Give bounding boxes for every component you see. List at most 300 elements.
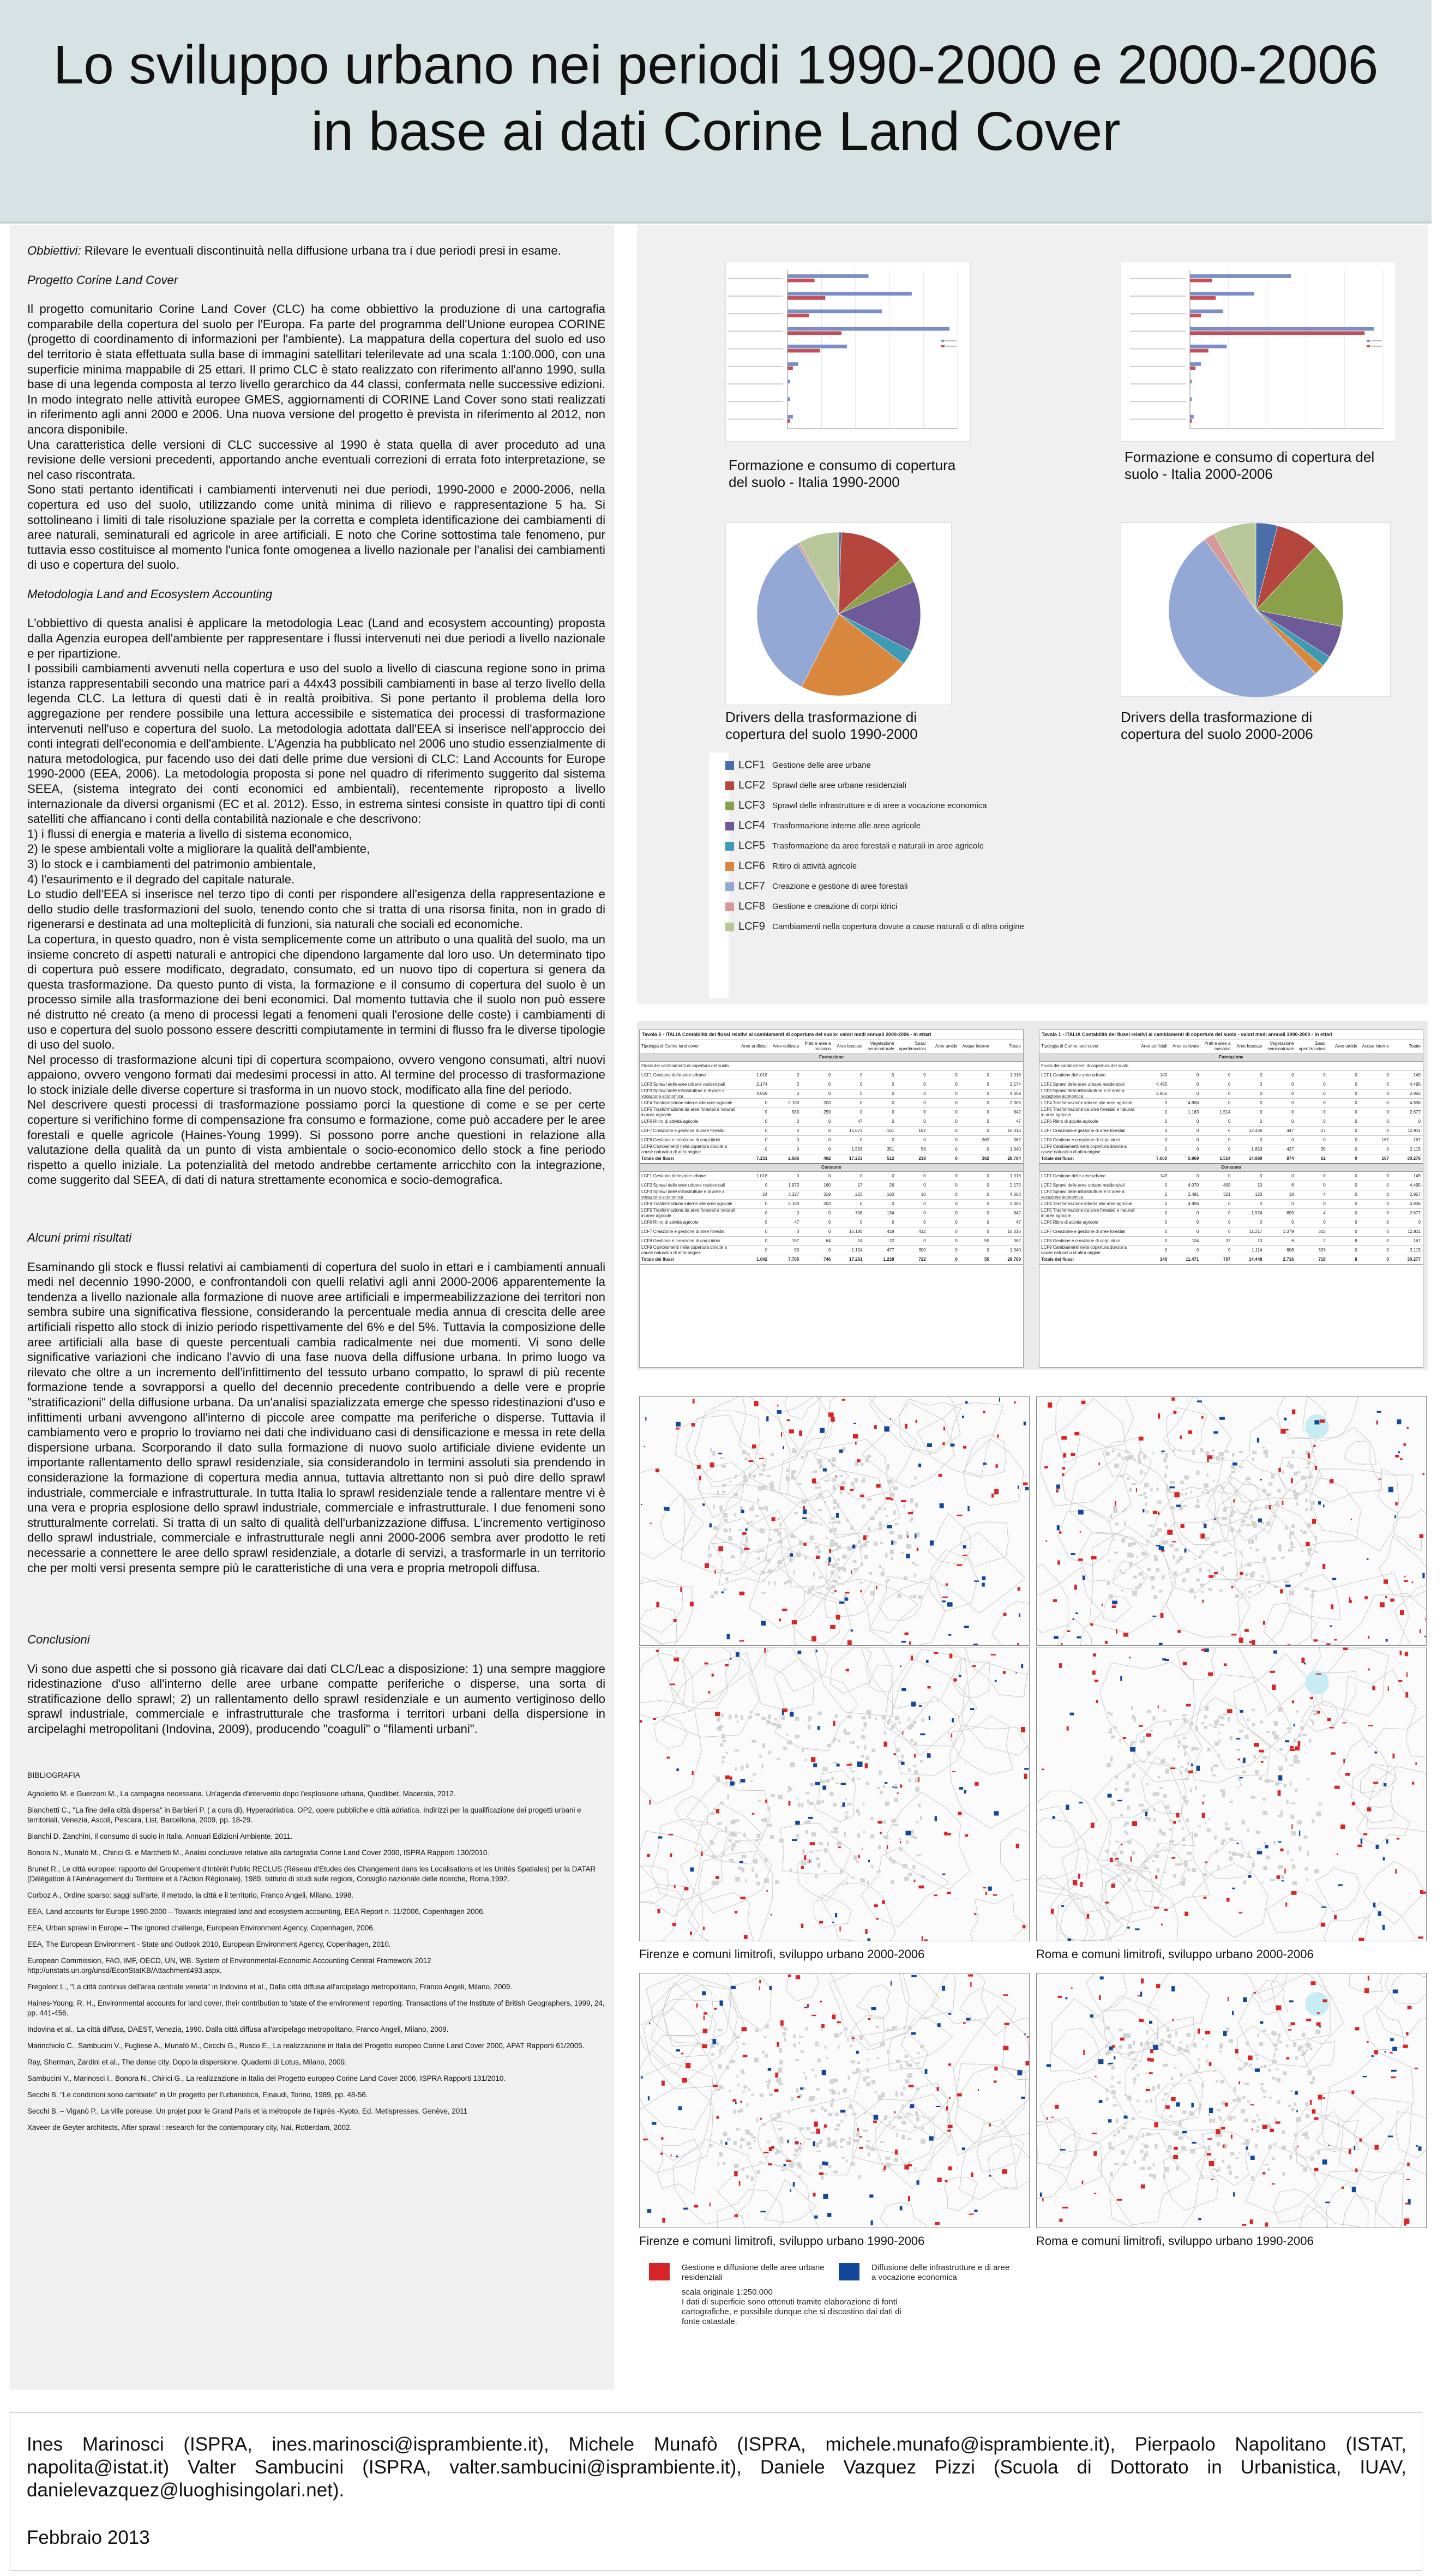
economic-patch <box>1294 1724 1295 1726</box>
urban-patch <box>1186 1568 1189 1573</box>
urban-patch <box>1199 1568 1201 1573</box>
residential-patch <box>1183 1662 1187 1665</box>
residential-patch <box>947 2130 951 2132</box>
economic-patch <box>741 1510 744 1513</box>
residential-patch <box>1059 1531 1062 1533</box>
urban-patch <box>1122 1458 1125 1460</box>
urban-patch <box>756 1882 760 1886</box>
residential-patch <box>1422 1473 1424 1475</box>
economic-patch <box>730 1781 735 1786</box>
urban-patch <box>759 1507 763 1510</box>
economic-patch <box>649 2023 650 2024</box>
urban-patch <box>915 1503 918 1508</box>
urban-patch <box>922 1718 924 1722</box>
urban-patch <box>892 2026 897 2029</box>
urban-patch <box>1278 1709 1282 1712</box>
residential-patch <box>1250 2219 1253 2224</box>
urban-patch <box>1217 1719 1219 1723</box>
residential-patch <box>1105 1901 1109 1903</box>
economic-patch <box>1240 1777 1243 1778</box>
urban-patch <box>738 2110 742 2112</box>
residential-patch <box>991 1494 994 1497</box>
map-svg <box>640 1973 1029 2228</box>
economic-patch <box>929 1716 930 1720</box>
urban-patch <box>1263 1557 1266 1561</box>
urban-patch <box>801 1803 803 1807</box>
bar <box>787 345 847 348</box>
urban-patch <box>882 1715 885 1719</box>
urban-patch <box>1220 2080 1224 2084</box>
economic-patch <box>835 1913 837 1917</box>
urban-patch <box>736 2075 738 2077</box>
economic-patch <box>852 1545 855 1549</box>
urban-patch <box>722 1756 725 1759</box>
urban-patch <box>1262 1447 1265 1449</box>
economic-patch <box>1257 1851 1262 1854</box>
urban-patch <box>784 2027 787 2031</box>
residential-patch <box>1129 1657 1131 1658</box>
bar <box>1190 366 1195 370</box>
urban-patch <box>1113 1539 1115 1540</box>
residential-patch <box>690 1931 692 1935</box>
urban-patch <box>1148 2047 1150 2049</box>
urban-patch <box>720 1802 723 1804</box>
urban-patch <box>907 2026 911 2030</box>
residential-patch <box>1385 1596 1387 1598</box>
economic-patch <box>1243 1758 1246 1762</box>
residential-patch <box>656 1602 659 1608</box>
residential-patch <box>1288 2029 1291 2030</box>
residential-patch <box>801 1924 803 1928</box>
urban-patch <box>758 1486 763 1491</box>
residential-patch <box>712 1674 714 1676</box>
residential-patch <box>1105 1641 1108 1644</box>
economic-patch <box>721 1591 723 1593</box>
economic-patch <box>1318 1501 1321 1504</box>
residential-patch <box>1057 1996 1062 1998</box>
urban-patch <box>1312 1720 1314 1725</box>
urban-patch <box>1265 1505 1268 1509</box>
residential-patch <box>1203 1600 1204 1603</box>
urban-patch <box>1310 1719 1312 1722</box>
economic-patch <box>967 1506 969 1511</box>
urban-patch <box>1274 2142 1277 2145</box>
urban-patch <box>1252 1458 1254 1461</box>
urban-patch <box>1197 1499 1199 1503</box>
urban-patch <box>1151 1586 1154 1590</box>
urban-patch <box>1267 2168 1270 2170</box>
residential-patch <box>732 2099 736 2102</box>
urban-patch <box>1146 2072 1147 2074</box>
residential-patch <box>704 2015 705 2020</box>
residential-patch <box>857 2128 859 2132</box>
urban-patch <box>1305 2102 1309 2106</box>
bar <box>787 401 788 405</box>
urban-patch <box>1241 1550 1242 1555</box>
urban-patch <box>1128 1543 1133 1547</box>
economic-patch <box>676 1422 681 1427</box>
urban-patch <box>1231 1465 1235 1469</box>
residential-patch <box>1062 1473 1064 1476</box>
economic-patch <box>1196 1766 1200 1771</box>
economic-patch <box>963 1545 966 1548</box>
urban-patch <box>1286 1799 1289 1804</box>
urban-patch <box>1163 1794 1167 1798</box>
economic-patch <box>782 1711 784 1716</box>
urban-patch <box>765 2024 768 2028</box>
economic-patch <box>1099 2100 1103 2103</box>
urban-patch <box>1126 1781 1129 1785</box>
table-row: LCF3 Sprawl delle infrastrutture e di aree a vocazione economica 2.956 0 0 0 0 0 0 0 2.956 <box>1039 1090 1423 1099</box>
urban-patch <box>751 1867 754 1871</box>
residential-patch <box>1171 1397 1175 1400</box>
urban-patch <box>723 1513 727 1518</box>
urban-patch <box>911 1835 916 1838</box>
map-svg <box>1037 1647 1426 1941</box>
legend-desc: Cambiamenti nella copertura dovute a cause naturali o di altra origine <box>772 922 1024 931</box>
economic-patch <box>1075 1612 1078 1614</box>
heading-metodologia: Metodologia Land and Ecosystem Accounting <box>27 587 273 601</box>
boundary <box>1147 1973 1210 2031</box>
residential-patch <box>661 2137 663 2140</box>
urban-patch <box>908 1717 910 1721</box>
bibliography-entry: Fregolent L., "La città continua dell'area centrale veneta" in Indovina et al., Dalla città diffusa all'arcipelago metropolitano, Franco Angeli, Milano, 2009. <box>27 1982 513 1991</box>
urban-patch <box>719 1725 723 1728</box>
urban-patch <box>1261 1575 1264 1578</box>
urban-patch <box>1262 1489 1266 1492</box>
urban-patch <box>735 1877 740 1881</box>
urban-patch <box>914 1573 916 1577</box>
economic-patch <box>783 1446 784 1449</box>
urban-patch <box>1278 1865 1283 1869</box>
residential-patch <box>968 1975 973 1977</box>
urban-patch <box>1107 1581 1110 1585</box>
economic-patch <box>948 1634 952 1636</box>
residential-patch <box>1223 2145 1225 2148</box>
urban-core <box>710 1710 925 1886</box>
urban-patch <box>1253 1755 1256 1758</box>
legend-swatch <box>941 340 945 342</box>
urban-patch <box>763 1819 767 1822</box>
residential-patch <box>1111 1884 1115 1888</box>
boundary <box>824 1579 875 1617</box>
legend-swatch <box>725 761 734 770</box>
urban-patch <box>759 1473 763 1476</box>
urban-patch <box>716 1777 720 1781</box>
residential-patch <box>1090 1623 1093 1626</box>
residential-patch <box>838 1846 840 1848</box>
residential-patch <box>1173 1821 1176 1823</box>
residential-patch <box>821 2024 825 2028</box>
residential-patch <box>1216 2129 1220 2134</box>
urban-patch <box>1219 2167 1220 2172</box>
urban-patch <box>829 1521 831 1524</box>
residential-patch <box>814 2122 818 2126</box>
boundary <box>1342 1670 1416 1748</box>
residential-patch <box>816 2129 820 2134</box>
residential-patch <box>1091 1556 1097 1560</box>
urban-patch <box>1248 1591 1252 1592</box>
residential-patch <box>1291 1478 1293 1483</box>
urban-patch <box>802 1748 804 1753</box>
bar-chart-2-caption: Formazione e consumo di copertura del suolo - Italia 2000-2006 <box>1125 449 1375 482</box>
economic-patch <box>989 2175 991 2177</box>
economic-patch <box>641 2076 643 2079</box>
urban-patch <box>833 1762 838 1764</box>
economic-patch <box>1378 1911 1381 1916</box>
urban-patch <box>816 2151 821 2152</box>
urban-patch <box>1214 1742 1219 1746</box>
residential-patch <box>1265 2223 1268 2227</box>
residential-patch <box>1420 1629 1421 1633</box>
urban-patch <box>1305 1562 1310 1566</box>
urban-patch <box>1291 2108 1294 2111</box>
economic-patch <box>962 2147 965 2150</box>
urban-patch <box>877 1787 880 1789</box>
urban-patch <box>1127 1805 1130 1810</box>
urban-patch <box>838 1576 840 1579</box>
residential-patch <box>1242 2224 1246 2226</box>
residential-patch <box>994 2080 996 2083</box>
residential-patch <box>1207 2138 1212 2139</box>
economic-patch <box>918 1464 921 1467</box>
economic-patch <box>1352 2187 1356 2192</box>
urban-patch <box>879 1771 882 1775</box>
bibliography-entry: Bianchi D. Zanchini, Il consumo di suolo in Italia, Annuari Edizioni Ambiente, 2011. <box>27 1832 293 1840</box>
urban-patch <box>915 2167 916 2170</box>
urban-patch <box>1182 1838 1185 1841</box>
urban-patch <box>847 1492 849 1495</box>
residential-patch <box>1233 1499 1234 1502</box>
residential-patch <box>1063 1453 1066 1458</box>
urban-patch <box>1132 2067 1135 2070</box>
urban-patch <box>1174 1572 1177 1576</box>
residential-patch <box>1323 2097 1325 2099</box>
urban-patch <box>821 2106 823 2110</box>
economic-patch <box>683 2208 688 2210</box>
urban-patch <box>795 2059 799 2061</box>
economic-patch <box>999 1398 1000 1402</box>
residential-patch <box>1141 2184 1145 2189</box>
residential-patch <box>1403 2045 1408 2048</box>
urban-patch <box>1311 1590 1315 1592</box>
urban-patch <box>915 1564 918 1566</box>
urban-patch <box>838 2045 839 2049</box>
residential-patch <box>1173 2155 1178 2159</box>
boundary <box>964 1435 1006 1476</box>
economic-patch <box>808 1817 813 1819</box>
economic-patch <box>952 1718 954 1722</box>
economic-patch <box>935 1816 937 1821</box>
pie-chart-1990-2000 <box>725 522 952 705</box>
urban-patch <box>817 1460 821 1464</box>
residential-patch <box>1067 1726 1069 1731</box>
urban-patch <box>1290 1815 1294 1819</box>
economic-patch <box>736 1652 739 1657</box>
authors-text: Ines Marinosci (ISPRA, ines.marinosci@isprambiente.it), Michele Munafò (ISPRA, michele.munafo@isprambiente.it), Pierpaolo Napolitano (ISTAT, napolita@istat.it) Valter Sambucini (ISPRA, valter.sambucini@isprambiente.it), Daniele Vazquez Pizzi (Scuola di Dottorato in Urbanistica, IUAV, danielevazquez@luoghisingolari.net). <box>27 2434 1406 2501</box>
urban-patch <box>767 1559 770 1563</box>
urban-patch <box>819 2165 822 2169</box>
table-row: LCF2 Sprawl delle aree urbane residenziali 2.174 0 0 0 0 0 0 0 2.174 <box>640 1080 1023 1090</box>
urban-patch <box>863 1722 867 1727</box>
urban-patch <box>901 2092 904 2096</box>
urban-patch <box>1213 2118 1215 2123</box>
bar <box>787 327 949 331</box>
urban-patch <box>817 2059 821 2062</box>
urban-patch <box>901 2104 904 2106</box>
residential-patch <box>948 2166 952 2170</box>
urban-patch <box>1252 1863 1254 1867</box>
residential-patch <box>833 1721 835 1726</box>
residential-patch <box>1278 1468 1280 1472</box>
residential-patch <box>708 1691 711 1693</box>
urban-patch <box>870 1834 874 1838</box>
urban-patch <box>906 2113 911 2115</box>
urban-patch <box>750 1711 753 1713</box>
urban-patch <box>1169 1810 1171 1813</box>
urban-patch <box>1114 1552 1118 1554</box>
urban-patch <box>828 2165 831 2168</box>
urban-patch <box>849 1762 852 1765</box>
residential-patch <box>1392 1754 1394 1759</box>
urban-patch <box>1199 2064 1200 2068</box>
urban-patch <box>796 2088 799 2093</box>
urban-patch <box>1291 1449 1295 1454</box>
urban-patch <box>862 1504 865 1508</box>
table-row: LCF7 Creazione e gestione di aree forestali 0 0 0 12.436 447 27 0 0 12.911 <box>1039 1127 1423 1136</box>
residential-patch <box>1155 1875 1157 1879</box>
map-roma-2000-2006 <box>1036 1647 1427 1941</box>
urban-patch <box>776 2079 780 2083</box>
urban-patch <box>720 1509 723 1512</box>
economic-patch <box>1232 2011 1234 2015</box>
boundary <box>1126 2041 1204 2123</box>
urban-patch <box>768 1721 772 1724</box>
legend-code: LCF1 <box>738 759 765 771</box>
urban-patch <box>907 2138 911 2139</box>
economic-patch <box>1273 1651 1277 1654</box>
economic-patch <box>936 2106 941 2107</box>
urban-patch <box>833 1827 838 1831</box>
urban-patch <box>1310 2157 1314 2160</box>
boundary <box>960 1522 1008 1567</box>
economic-patch <box>1296 2110 1298 2112</box>
table-row: LCF2 Sprawl delle aree urbane residenziali 4.495 0 0 0 0 0 0 0 4.495 <box>1039 1080 1423 1090</box>
economic-patch <box>1182 2131 1187 2133</box>
residential-patch <box>922 1936 923 1941</box>
urban-patch <box>912 1562 915 1564</box>
economic-patch <box>1112 1600 1117 1604</box>
residential-patch <box>1280 1849 1283 1851</box>
bar <box>787 310 882 314</box>
residential-patch <box>1407 1427 1409 1429</box>
urban-patch <box>875 1510 877 1514</box>
residential-patch <box>742 2027 747 2031</box>
urban-patch <box>775 1880 779 1884</box>
urban-patch <box>878 2095 882 2100</box>
urban-patch <box>853 1568 858 1570</box>
urban-patch <box>884 2115 887 2120</box>
residential-patch <box>1272 2183 1274 2185</box>
residential-patch <box>1139 1725 1143 1726</box>
urban-patch <box>1120 1851 1123 1855</box>
residential-patch <box>1092 2133 1097 2134</box>
urban-patch <box>809 1521 814 1524</box>
boundary <box>928 1514 971 1565</box>
urban-patch <box>1289 1534 1291 1539</box>
urban-patch <box>1290 1591 1294 1595</box>
urban-patch <box>1204 1726 1207 1729</box>
urban-patch <box>1275 1781 1279 1785</box>
urban-patch <box>829 1543 834 1546</box>
urban-patch <box>1105 1850 1109 1853</box>
residential-patch <box>759 1987 760 1990</box>
economic-patch <box>1373 1903 1375 1907</box>
urban-patch <box>1262 1811 1267 1815</box>
urban-patch <box>861 1544 863 1549</box>
urban-patch <box>1213 1726 1217 1728</box>
urban-patch <box>1256 2126 1259 2128</box>
urban-patch <box>898 1722 900 1724</box>
residential-patch <box>851 1570 852 1574</box>
urban-patch <box>1290 1531 1294 1535</box>
economic-patch <box>844 1598 848 1601</box>
residential-patch <box>1074 1432 1079 1435</box>
residential-patch <box>942 1597 948 1598</box>
urban-patch <box>1115 1522 1119 1525</box>
residential-patch <box>1380 1602 1385 1607</box>
urban-patch <box>755 1873 757 1878</box>
bar-legend <box>941 340 957 347</box>
residential-patch <box>1254 1743 1259 1747</box>
urban-patch <box>1313 1710 1317 1712</box>
residential-patch <box>900 1841 901 1843</box>
map-caption: Roma e comuni limitrofi, sviluppo urbano 2000-2006 <box>1036 1947 1314 1961</box>
urban-patch <box>1111 2090 1116 2094</box>
residential-patch <box>1239 1638 1243 1643</box>
urban-patch <box>878 1507 881 1510</box>
economic-patch <box>797 1651 801 1654</box>
urban-patch <box>1234 1580 1238 1582</box>
residential-patch <box>1235 2049 1238 2053</box>
residential-patch <box>1351 1519 1352 1520</box>
residential-patch <box>1391 2077 1396 2078</box>
urban-patch <box>733 1844 737 1846</box>
lcf-legend <box>725 755 1107 937</box>
urban-patch <box>1186 1819 1189 1822</box>
urban-patch <box>1116 2119 1119 2123</box>
residential-patch <box>840 1486 844 1490</box>
urban-patch <box>871 2080 876 2084</box>
urban-patch <box>1168 2034 1171 2038</box>
residential-patch <box>1288 1644 1290 1645</box>
urban-patch <box>1291 1831 1296 1835</box>
bibliography-entry: Secchi B. – Viganò P., La ville poreuse. Un projet pour le Grand Paris et la métropole de l'après -Kyoto, Ed. Metispresses, Genève, 2011 <box>27 2106 468 2115</box>
residential-patch <box>1176 1813 1180 1817</box>
urban-patch <box>891 1820 895 1823</box>
economic-patch <box>820 1428 825 1433</box>
table-row: LCF1 Gestione delle aree urbane 1.018 0 0 0 0 0 0 0 1.018 <box>640 1071 1023 1080</box>
urban-patch <box>1282 1471 1284 1474</box>
urban-patch <box>1146 2133 1151 2136</box>
urban-patch <box>1201 2083 1203 2088</box>
boundary <box>640 1577 692 1645</box>
urban-patch <box>1147 1751 1151 1755</box>
residential-patch <box>1405 1692 1408 1698</box>
urban-patch <box>774 1718 777 1721</box>
boundary <box>1062 1434 1131 1522</box>
urban-patch <box>1164 1473 1167 1478</box>
